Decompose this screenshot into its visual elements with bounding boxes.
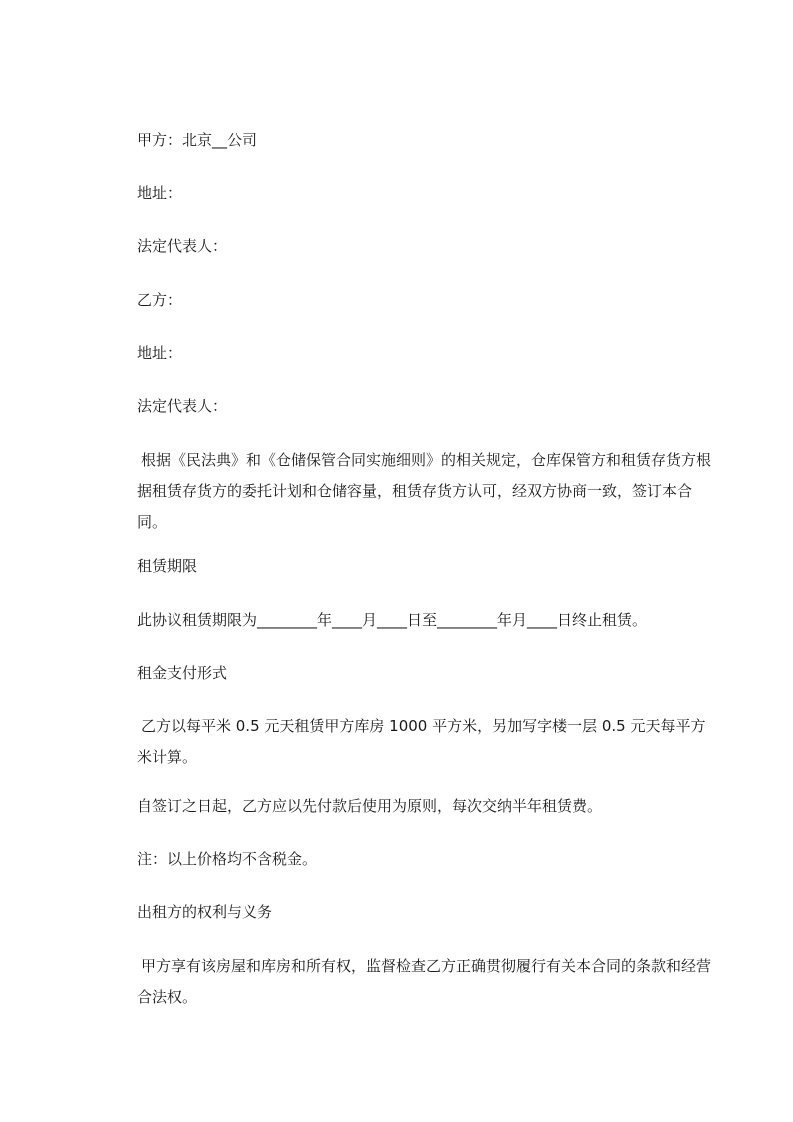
party-a-address: 地址：	[137, 184, 183, 202]
payment-heading: 租金支付形式	[137, 664, 228, 682]
party-b-representative: 法定代表人：	[137, 397, 228, 415]
party-b-address: 地址：	[137, 344, 183, 362]
lease-term-text: 此协议租赁期限为________年____月____日至________年月____日终止租赁。	[137, 611, 648, 629]
party-a-representative: 法定代表人：	[137, 237, 228, 255]
payment-schedule: 自签订之日起，乙方应以先付款后使用为原则，每次交纳半年租赁费。	[137, 797, 603, 815]
payment-paragraph: 乙方以每平米 0.5 元天租赁甲方库房 1000 平方米，另加写字楼一层 0.5 元天每平方米计算。	[137, 717, 706, 766]
lessor-paragraph: 甲方享有该房屋和库房和所有权，监督检查乙方正确贯彻履行有关本合同的条款和经营合法权。	[137, 957, 712, 1006]
party-b-name: 乙方：	[137, 291, 183, 309]
lessor-heading: 出租方的权利与义务	[137, 903, 273, 921]
tax-note: 注：以上价格均不含税金。	[137, 850, 318, 868]
preamble-paragraph: 根据《民法典》和《仓储保管合同实施细则》的相关规定，仓库保管方和租赁存货方根据租赁存货方的委托计划和仓储容量，租赁存货方认可，经双方协商一致，签订本合同。	[137, 451, 712, 531]
party-a-name: 甲方：北京__公司	[137, 131, 258, 149]
lease-term-heading: 租赁期限	[137, 557, 198, 575]
